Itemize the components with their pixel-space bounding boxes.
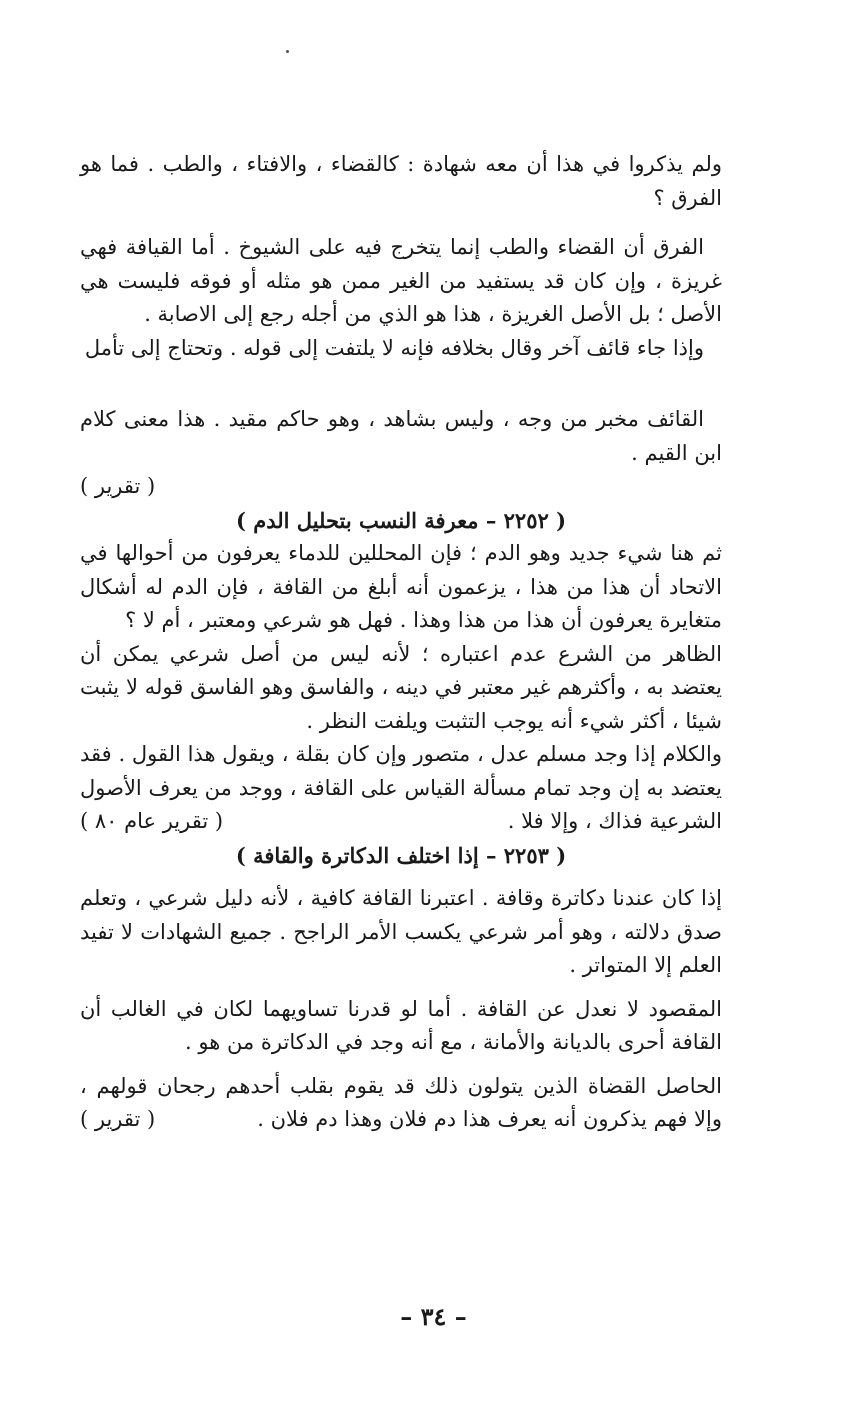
paragraph-purpose: المقصود لا نعدل عن القافة . أما لو قدرنا تساويهما لكان في الغالب أن القافة أحرى بالديانة والأمانة ، مع أنه وجد في الدكاترة من هو .	[80, 996, 722, 1054]
paragraph-qaif-definition: القائف مخبر من وجه ، وليس بشاهد ، وهو حاكم مقيد . هذا معنى كلام ابن القيم .	[80, 407, 722, 465]
paragraph-sharia-view: الظاهر من الشرع عدم اعتباره ؛ لأنه ليس من أصل شرعي يمكن أن يعتضد به ، وأكثرهم غير معتبر في دينه ، والفاسق وهو الفاسق قوله لا يثبت شيئا ، أكثر شيء أنه يوجب التثبت ويلفت النظر .	[80, 641, 722, 733]
page-body	[80, 148, 722, 1137]
paragraph-just-muslim-text: والكلام إذا وجد مسلم عدل ، متصور وإن كان بقلة ، ويقول هذا القول . فقد يعتضد به إن وجد تمام مسألة القياس على القافة ، ووجد من يعرف الأصول الشرعية فذاك ، وإلا فلا .	[80, 742, 722, 833]
paragraph-blood-analysis: ثم هنا شيء جديد وهو الدم ؛ فإن المحللين للدماء يعرفون من أحوالها في الاتحاد أن هذا من هذا ، يزعمون أنه أبلغ من القافة ، فإن الدم له أشكال متغايرة يعرفون أن هذا من هذا وهذا . فهل هو شرعي ومعتبر ، أم لا ؟	[80, 541, 722, 632]
section-heading-2252: ( ٢٢٥٢ – معرفة النسب بتحليل الدم )	[235, 507, 567, 533]
paragraph-another-qaif: وإذا جاء قائف آخر وقال بخلافه فإنه لا يلتفت إلى قوله . وتحتاج إلى تأمل	[84, 335, 704, 360]
paragraph-doctors-and-qafa: إذا كان عندنا دكاترة وقافة . اعتبرنا القافة كافية ، لأنه دليل شرعي ، وتعلم صدق دلالته ، وهو أمر شرعي يكسب الأمر الراجح . جميع الشهادات لا تفيد العلم إلا المتواتر .	[80, 886, 722, 977]
scan-speck	[286, 50, 289, 53]
source-citation-2253: ( تقرير )	[80, 1107, 156, 1131]
paragraph-answer: الفرق أن القضاء والطب إنما يتخرج فيه على الشيوخ . أما القيافة فهي غريزة ، وإن كان قد يستفيد من الغير ممن هو مثله أو فوقه فليست هي الأصل ؛ بل الأصل الغريزة ، هذا هو الذي من أجله رجع إلى الاصابة .	[80, 235, 722, 326]
source-citation: ( تقرير )	[80, 474, 156, 498]
page-number: – ٣٤ –	[400, 1302, 467, 1331]
paragraph-question: ولم يذكروا في هذا أن معه شهادة : كالقضاء ، والافتاء ، والطب . فما هو الفرق ؟	[80, 152, 722, 210]
paragraph-judges-text: الحاصل القضاة الذين يتولون ذلك قد يقوم بقلب أحدهم رجحان قولهم ، وإلا فهم يذكرون أنه يعرف هذا دم فلان وهذا دم فلان .	[80, 1073, 722, 1131]
section-heading-2253: ( ٢٢٥٣ – إذا اختلف الدكاترة والقافة )	[235, 842, 567, 868]
paragraph-just-muslim	[80, 738, 722, 839]
source-citation-2252: ( تقرير عام ٨٠ )	[80, 809, 224, 833]
paragraph-judges	[80, 1070, 722, 1137]
